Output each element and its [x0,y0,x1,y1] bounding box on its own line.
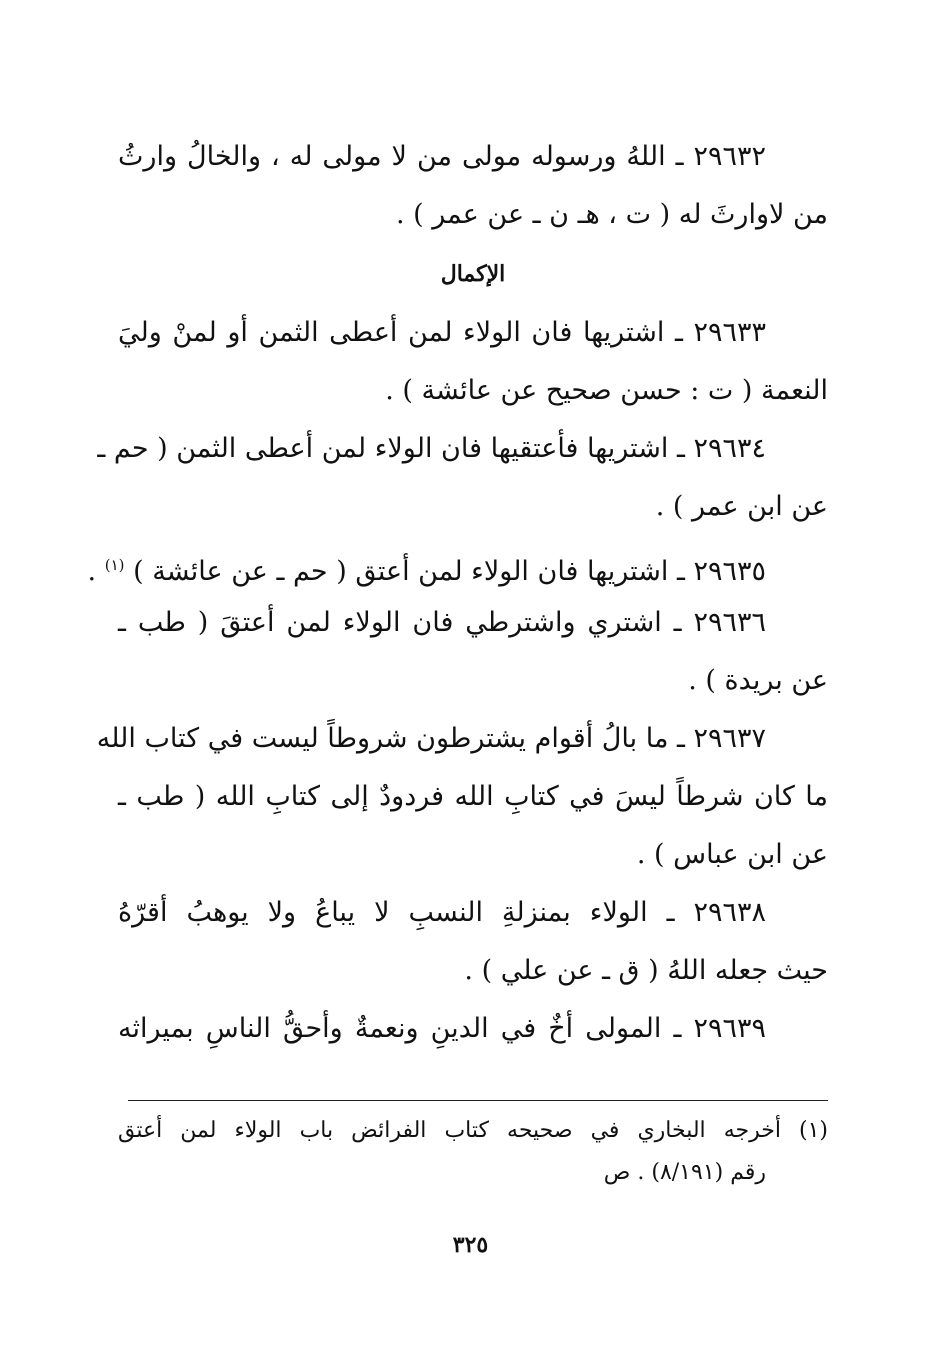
entry-29636-line-2: عن بريدة ) . [688,665,828,696]
page-number: ٣٢٥ [452,1232,489,1258]
entry-29637-line-1: ٢٩٦٣٧ ـ ما بالُ أقوام يشترطون شروطاً ليست في كتاب الله [96,723,766,754]
footnote-line-1: (١) أخرجه البخاري في صحيحه كتاب الفرائض باب الولاء لمن أعتق [118,1118,828,1143]
main-text [87,128,828,1058]
footnotes [118,1110,828,1194]
entry-29632-line-1: ٢٩٦٣٢ ـ اللهُ ورسوله مولى من لا مولى له ، والخالُ وارثُ [118,141,766,172]
entry-29639-line-1: ٢٩٦٣٩ ـ المولى أخٌ في الدينِ ونعمةٌ وأحقُّ الناسِ بميراثه [118,1013,766,1044]
entry-29638-line-2: حيث جعله اللهُ ( ق ـ عن علي ) . [464,955,828,986]
entry-29636-line-1: ٢٩٦٣٦ ـ اشتري واشترطي فان الولاء لمن أعتقَ ( طب ـ [118,607,766,638]
entry-29635-text: ٢٩٦٣٥ ـ اشتريها فان الولاء لمن أعتق ( حم ـ عن عائشة ) [133,556,766,587]
footnote-divider [128,1100,828,1101]
entry-29637-line-2: ما كان شرطاً ليسَ في كتابِ الله فردودٌ إلى كتابِ الله ( طب ـ [118,781,828,812]
entry-29634-line-2: عن ابن عمر ) . [655,491,828,522]
entry-29633-line-1: ٢٩٦٣٣ ـ اشتريها فان الولاء لمن أعطى الثمن أو لمنْ وليَ [118,317,766,348]
entry-29635-end: . [87,556,97,587]
entry-29633-line-2: النعمة ( ت : حسن صحيح عن عائشة ) . [385,375,828,406]
entry-29638-line-1: ٢٩٦٣٨ ـ الولاء بمنزلةِ النسبِ لا يباعُ ولا يوهبُ أقرّهُ [118,897,766,928]
footnote-line-2: رقم (٨/١٩١) . ص [603,1160,766,1185]
footnote-reference: (١) [104,556,125,574]
entry-29632-line-2: من لاوارثَ له ( ت ، هـ ن ـ عن عمر ) . [395,199,828,230]
entry-29637-line-3: عن ابن عباس ) . [636,839,828,870]
section-heading: الإكمال [440,261,506,287]
entry-29634-line-1: ٢٩٦٣٤ ـ اشتريها فأعتقيها فان الولاء لمن أعطى الثمن ( حم ـ [97,433,766,464]
entry-29635-line-1 [87,536,828,594]
